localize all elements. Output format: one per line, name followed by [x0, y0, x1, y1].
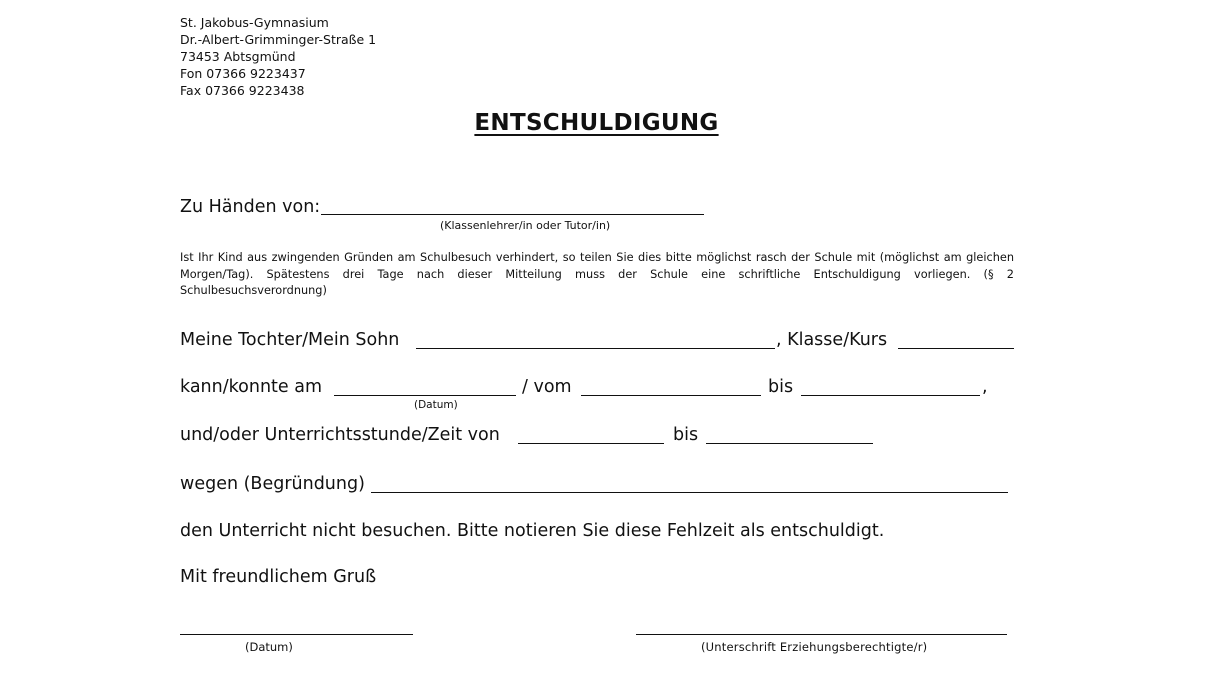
- statement-text: den Unterricht nicht besuchen. Bitte notieren Sie diese Fehlzeit als entschuldigt.: [180, 521, 885, 541]
- child-name-field[interactable]: [416, 348, 775, 349]
- recipient-field[interactable]: [321, 214, 704, 215]
- class-field[interactable]: [898, 348, 1014, 349]
- date-hint: (Datum): [414, 399, 458, 411]
- from-field[interactable]: [581, 395, 761, 396]
- signature-date-hint: (Datum): [245, 640, 293, 654]
- recipient-hint: (Klassenlehrer/in oder Tutor/in): [440, 219, 611, 232]
- recipient-label: Zu Händen von:: [180, 197, 321, 217]
- until-field[interactable]: [801, 395, 980, 396]
- date-field[interactable]: [334, 395, 516, 396]
- from-label: / vom: [522, 377, 572, 397]
- until-label: bis: [768, 377, 794, 397]
- guardian-signature-field[interactable]: [636, 634, 1007, 635]
- until-comma: ,: [982, 377, 988, 397]
- child-label: Meine Tochter/Mein Sohn: [180, 330, 400, 350]
- school-phone: Fon 07366 9223437: [180, 66, 306, 81]
- reason-field[interactable]: [371, 492, 1008, 493]
- lesson-until-label: bis: [673, 425, 699, 445]
- guardian-signature-hint: (Unterschrift Erziehungsberechtigte/r): [701, 640, 928, 654]
- school-name: St. Jakobus-Gymnasium: [180, 15, 329, 30]
- class-label: , Klasse/Kurs: [776, 330, 888, 350]
- lesson-label: und/oder Unterrichtsstunde/Zeit von: [180, 425, 500, 445]
- school-city: 73453 Abtsgmünd: [180, 49, 296, 64]
- school-fax: Fax 07366 9223438: [180, 83, 305, 98]
- reason-label: wegen (Begründung): [180, 474, 365, 494]
- lesson-from-field[interactable]: [518, 443, 664, 444]
- date-label: kann/konnte am: [180, 377, 322, 397]
- document-title: ENTSCHULDIGUNG: [474, 110, 719, 136]
- lesson-until-field[interactable]: [706, 443, 873, 444]
- school-street: Dr.-Albert-Grimminger-Straße 1: [180, 32, 377, 47]
- greeting-text: Mit freundlichem Gruß: [180, 567, 377, 587]
- intro-paragraph: Ist Ihr Kind aus zwingenden Gründen am Schulbesuch verhindert, so teilen Sie dies bitte möglichst rasch der Schule mit (möglichst am gleichen Morgen/Tag). Spätestens drei Tage nach dieser Mitteilung muss der Schule eine schriftliche Entschuldigung vorliegen. (§ 2 Schulbesuchsverordnung): [180, 251, 1014, 297]
- signature-date-field[interactable]: [180, 634, 413, 635]
